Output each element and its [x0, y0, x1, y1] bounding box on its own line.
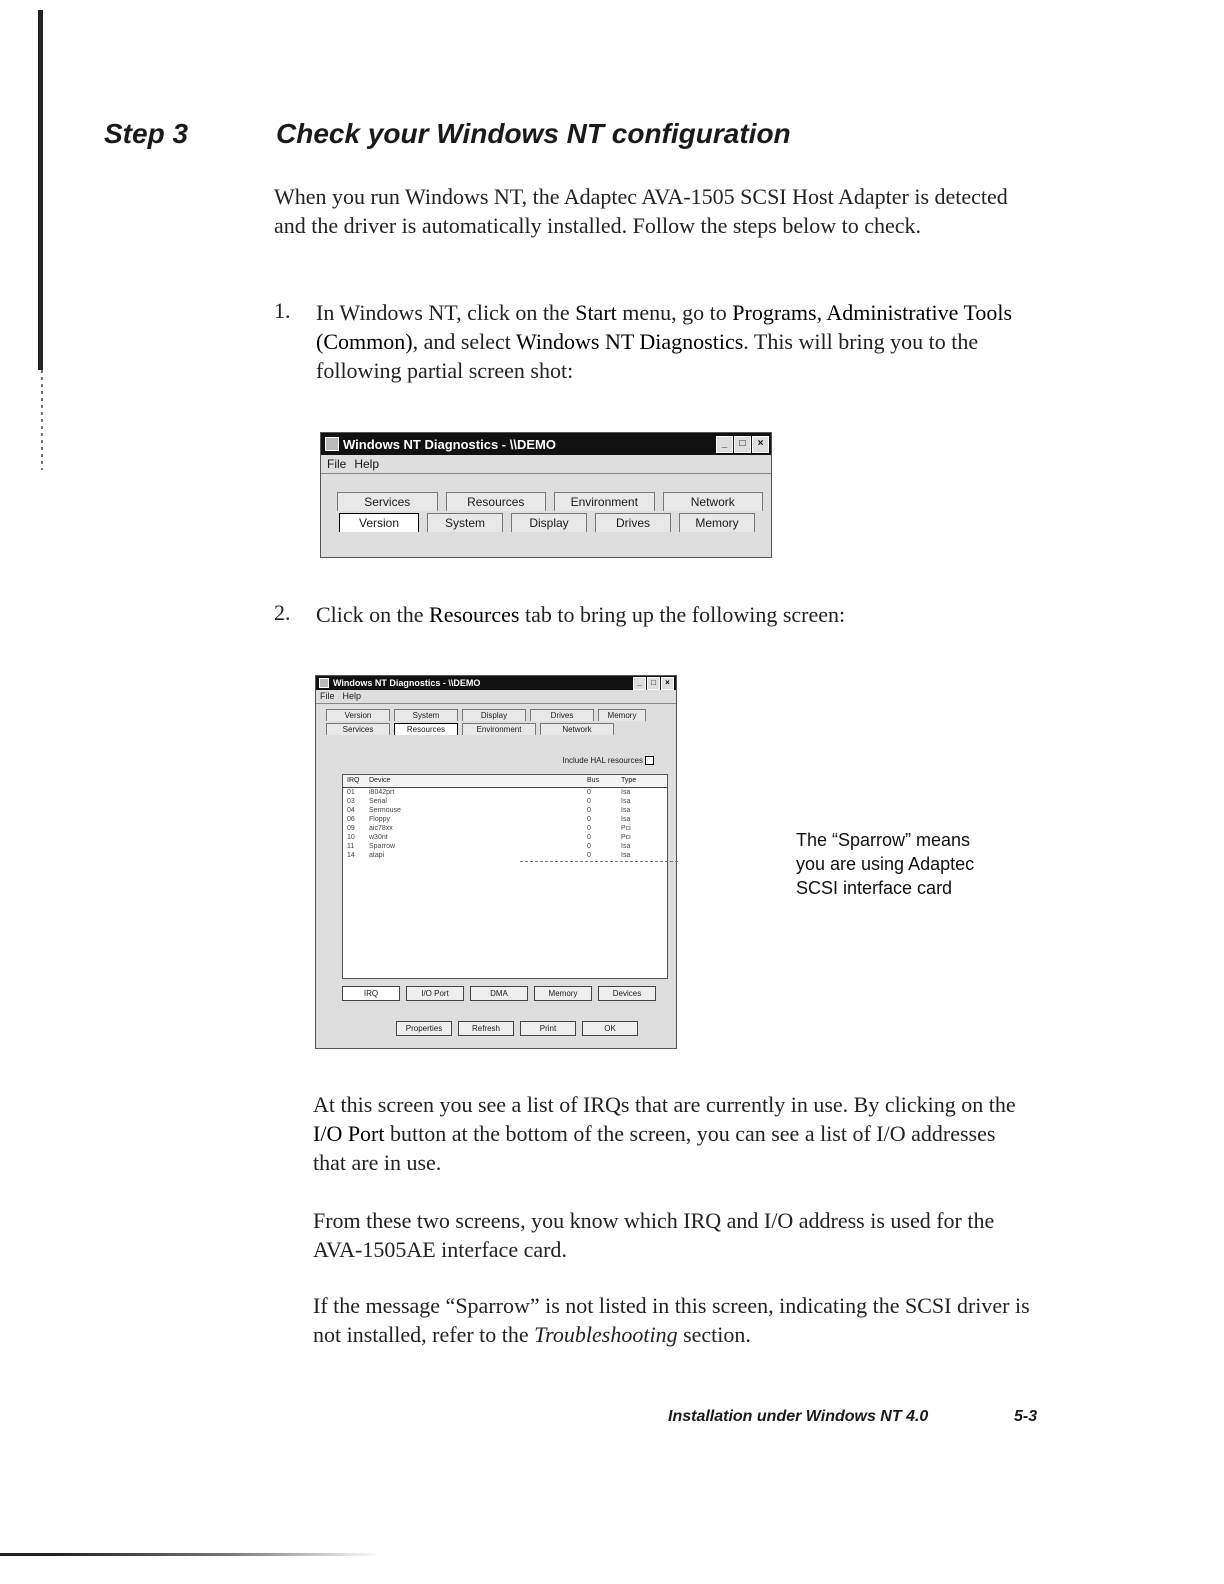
intro-paragraph: When you run Windows NT, the Adaptec AVA-1505 SCSI Host Adapter is detected and the driver is automatically installed. Follow the steps below to check. — [274, 184, 1008, 238]
tab-network[interactable]: Network — [540, 723, 614, 735]
tab-environment[interactable]: Environment — [554, 492, 655, 511]
refresh-button[interactable]: Refresh — [458, 1021, 514, 1036]
tab-resources[interactable]: Resources — [394, 723, 458, 735]
irq-button[interactable]: IRQ — [342, 986, 400, 1001]
menu-file[interactable]: File — [327, 457, 347, 471]
tab-memory[interactable]: Memory — [598, 709, 646, 721]
scan-edge-mark-faint — [41, 370, 43, 470]
list-header — [343, 775, 667, 788]
list-row[interactable]: 04 Sermouse 0 Isa — [347, 807, 631, 814]
footer-page-number: 5-3 — [1014, 1408, 1038, 1425]
tab-row-2 — [321, 513, 771, 532]
include-hal-label: Include HAL resources — [562, 756, 643, 765]
paragraph-sparrow-missing: If the message “Sparrow” is not listed in this screen, indicating the SCSI driver is not installed, refer to the Troubleshooting section. — [313, 1293, 1030, 1347]
column-type[interactable]: Type — [621, 777, 637, 784]
list-row[interactable]: 14 atapi 0 Isa — [347, 852, 631, 859]
item-number-1: 1. — [274, 298, 291, 323]
tab-row-1 — [316, 709, 676, 721]
print-button[interactable]: Print — [520, 1021, 576, 1036]
tab-display[interactable]: Display — [462, 709, 526, 721]
tab-environment[interactable]: Environment — [462, 723, 536, 735]
column-bus[interactable]: Bus — [587, 777, 600, 784]
item-number-2: 2. — [274, 600, 291, 625]
tab-version[interactable]: Version — [339, 513, 419, 532]
maximize-icon[interactable]: □ — [647, 677, 660, 690]
menu-help[interactable]: Help — [342, 691, 362, 701]
list-row[interactable]: 03 Serial 0 Isa — [347, 798, 631, 805]
bottom-scan-rule — [0, 1553, 380, 1556]
minimize-icon[interactable]: _ — [633, 677, 646, 690]
menu-help[interactable]: Help — [354, 457, 380, 471]
include-hal-option[interactable] — [562, 756, 654, 765]
dma-button[interactable]: DMA — [470, 986, 528, 1001]
memory-button[interactable]: Memory — [534, 986, 592, 1001]
section-heading: Check your Windows NT configuration — [276, 118, 791, 149]
step-label: Step 3 — [104, 118, 189, 149]
list-row[interactable]: 01 i8042prt 0 Isa — [347, 789, 631, 796]
app-icon — [319, 678, 329, 688]
sparrow-callout: The “Sparrow” means you are using Adaptec SCSI interface card — [796, 830, 975, 898]
tab-resources[interactable]: Resources — [446, 492, 547, 511]
tab-version[interactable]: Version — [326, 709, 390, 721]
tab-row-1 — [321, 492, 771, 511]
tab-memory[interactable]: Memory — [679, 513, 755, 532]
irq-list[interactable] — [342, 774, 668, 979]
minimize-icon[interactable]: _ — [716, 436, 733, 453]
tab-system[interactable]: System — [427, 513, 503, 532]
include-hal-checkbox[interactable] — [645, 756, 654, 765]
ok-button[interactable]: OK — [582, 1021, 638, 1036]
window-title: Windows NT Diagnostics - \\DEMO — [333, 678, 481, 688]
list-row-sparrow[interactable]: 11 Sparrow 0 Isa — [347, 843, 631, 850]
column-device[interactable]: Device — [369, 777, 391, 784]
view-button-row — [342, 986, 656, 1001]
tab-row-2 — [316, 723, 676, 735]
tab-system[interactable]: System — [394, 709, 458, 721]
maximize-icon[interactable]: □ — [734, 436, 751, 453]
tab-services[interactable]: Services — [326, 723, 390, 735]
window-titlebar — [316, 676, 676, 690]
app-icon — [325, 437, 339, 451]
tab-display[interactable]: Display — [511, 513, 587, 532]
paragraph-two-screens: From these two screens, you know which IRQ and I/O address is used for the AVA-1505AE interface card. — [313, 1208, 995, 1262]
list-row[interactable]: 10 w30nt 0 Pci — [347, 834, 631, 841]
diagnostics-window-partial — [320, 432, 772, 558]
close-icon[interactable]: × — [752, 436, 769, 453]
tab-drives[interactable]: Drives — [530, 709, 594, 721]
paragraph-irq-list: At this screen you see a list of IRQs that are currently in use. By clicking on the I/O Port button at the bottom of the screen, you can see a list of I/O addresses that are in use. — [313, 1092, 1016, 1175]
list-row[interactable]: 09 aic78xx 0 Pci — [347, 825, 631, 832]
item-1-text: In Windows NT, click on the Start menu, go to Programs, Administrative Tools (Common), and select Windows NT Diagnostics. This will bring you to the following partial screen shot: — [316, 300, 1013, 383]
action-button-row — [396, 1021, 638, 1036]
close-icon[interactable]: × — [661, 677, 674, 690]
io-port-button[interactable]: I/O Port — [406, 986, 464, 1001]
column-irq[interactable]: IRQ — [347, 777, 360, 784]
tab-drives[interactable]: Drives — [595, 513, 671, 532]
window-title: Windows NT Diagnostics - \\DEMO — [343, 436, 556, 452]
menubar — [316, 690, 676, 704]
item-2-text: Click on the Resources tab to bring up the following screen: — [316, 602, 846, 627]
menubar — [321, 455, 771, 474]
diagnostics-window-resources — [315, 675, 677, 1049]
devices-button[interactable]: Devices — [598, 986, 656, 1001]
tab-network[interactable]: Network — [663, 492, 764, 511]
scan-edge-mark — [38, 10, 43, 370]
tab-services[interactable]: Services — [337, 492, 438, 511]
list-row[interactable]: 06 Floppy 0 Isa — [347, 816, 631, 823]
callout-leader-line — [520, 861, 678, 862]
window-titlebar — [321, 433, 771, 455]
menu-file[interactable]: File — [320, 691, 335, 701]
footer-chapter-title: Installation under Windows NT 4.0 — [668, 1408, 929, 1425]
properties-button[interactable]: Properties — [396, 1021, 452, 1036]
